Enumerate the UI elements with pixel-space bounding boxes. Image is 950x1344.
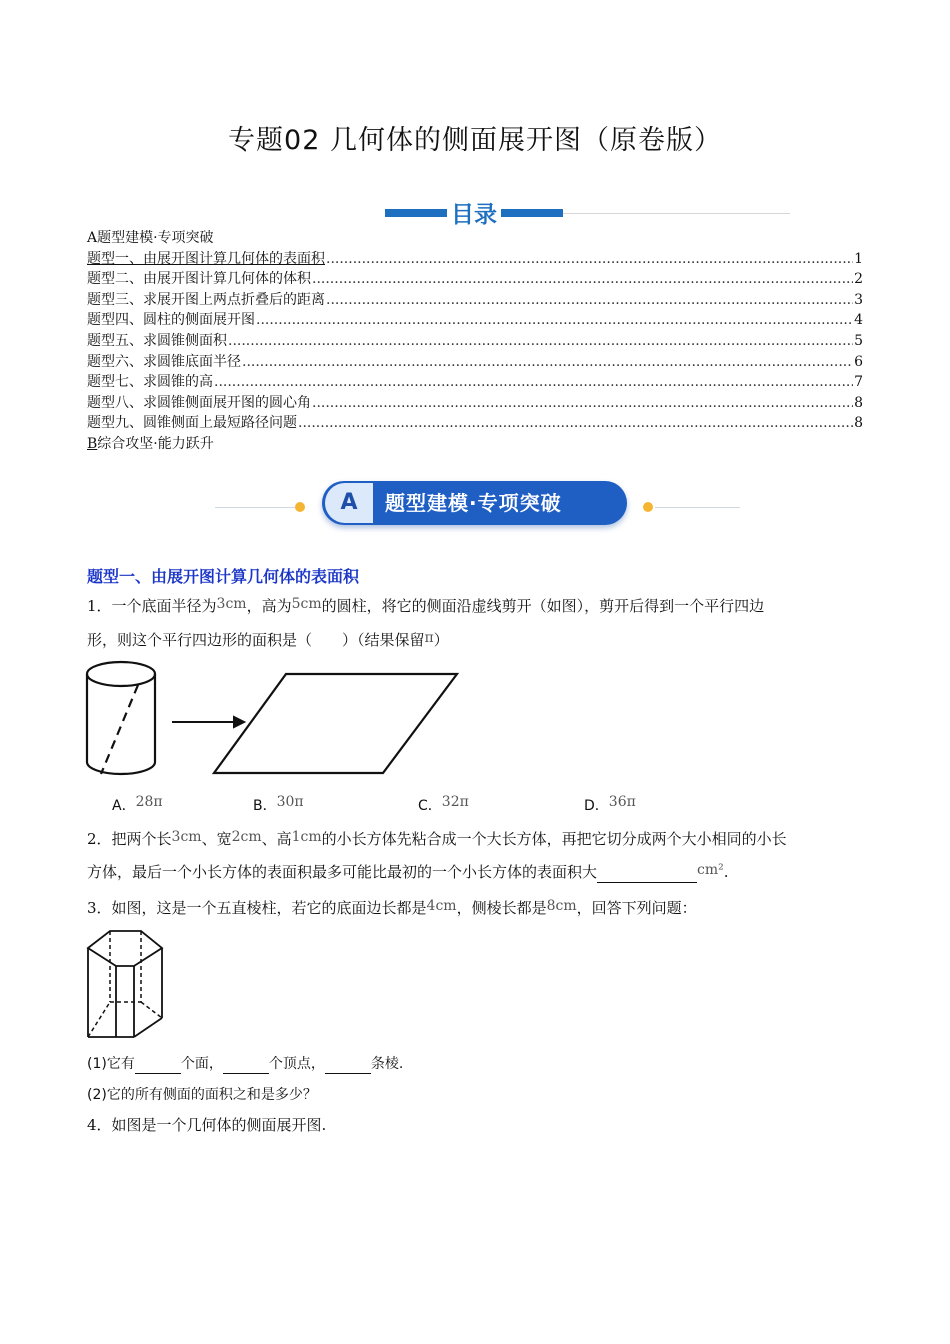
toc-section-b[interactable]: B 综合攻坚·能力跃升 (87, 435, 214, 452)
banner-bar-left (385, 209, 447, 217)
section-banner (215, 479, 740, 529)
toc-banner (385, 196, 790, 228)
toc-item[interactable]: 题型四、圆柱的侧面展开图 ..... 4 (87, 310, 863, 331)
arrow-icon (172, 717, 244, 727)
toc-item[interactable]: 题型二、由展开图计算几何体的体积 ..... 2 (87, 269, 863, 290)
divider (655, 507, 740, 508)
toc-item[interactable]: 题型三、求展开图上两点折叠后的距离 ..... 3 (87, 290, 863, 311)
cylinder-unfold-figure (86, 658, 466, 783)
option-b[interactable]: B．30π (253, 794, 304, 814)
section-title: 题型建模·专项突破 (385, 491, 562, 515)
section-letter: A (325, 483, 373, 523)
toc-item[interactable]: 题型九、圆锥侧面上最短路径问题 ..... 8 (87, 413, 863, 434)
answer-blank[interactable] (223, 1053, 269, 1074)
dot-icon (643, 502, 653, 512)
table-of-contents (87, 228, 863, 455)
parallelogram (214, 674, 457, 773)
banner-bar-right (501, 209, 563, 217)
q3-line1: 3．如图，这是一个五直棱柱，若它的底面边长都是4cm，侧棱长都是8cm，回答下列问题： (87, 898, 697, 917)
option-a[interactable]: A．28π (112, 794, 163, 814)
q1-line2: 形，则这个平行四边形的面积是（ ）（结果保留π） (87, 630, 449, 649)
answer-blank[interactable] (135, 1053, 181, 1074)
q3-sub2: (2)它的所有侧面的面积之和是多少？ (87, 1087, 317, 1103)
option-c[interactable]: C．32π (418, 794, 469, 814)
divider (563, 213, 790, 214)
dot-icon (295, 502, 305, 512)
pentagonal-prism-figure (86, 928, 166, 1043)
divider (215, 507, 295, 508)
q3-sub1: (1)它有 个面， 个顶点， 条棱. (87, 1053, 403, 1074)
option-d[interactable]: D．36π (584, 794, 636, 814)
page-title: 专题02 几何体的侧面展开图（原卷版） (228, 125, 722, 156)
toc-item[interactable]: 题型六、求圆锥底面半径 ..... 6 (87, 352, 863, 373)
toc-item[interactable]: 题型五、求圆锥侧面积 ..... 5 (87, 331, 863, 352)
q4-line1: 4．如图是一个几何体的侧面展开图. (87, 1116, 327, 1134)
toc-item[interactable]: 题型一、由展开图计算几何体的表面积 ..... 1 (87, 249, 863, 270)
toc-item[interactable]: 题型八、求圆锥侧面展开图的圆心角 ..... 8 (87, 393, 863, 414)
toc-section-a[interactable]: A题型建模·专项突破 (87, 230, 214, 246)
q2-line2: 方体，最后一个小长方体的表面积最多可能比最初的一个小长方体的表面积大 cm². (87, 862, 729, 881)
q2-line1: 2．把两个长3cm、宽2cm、高1cm的小长方体先粘合成一个大长方体，再把它切分成两个大小相同的小长 (87, 829, 787, 848)
answer-blank[interactable] (325, 1053, 371, 1074)
type1-heading: 题型一、由展开图计算几何体的表面积 (87, 567, 360, 586)
cylinder-diagram (87, 662, 155, 774)
toc-heading: 目录 (451, 202, 497, 228)
q1-line1: 1．一个底面半径为3cm，高为5cm的圆柱，将它的侧面沿虚线剪开（如图），剪开后得到一个平行四边 (87, 596, 765, 615)
answer-blank[interactable] (597, 862, 697, 883)
toc-item[interactable]: 题型七、求圆锥的高 ..... 7 (87, 372, 863, 393)
